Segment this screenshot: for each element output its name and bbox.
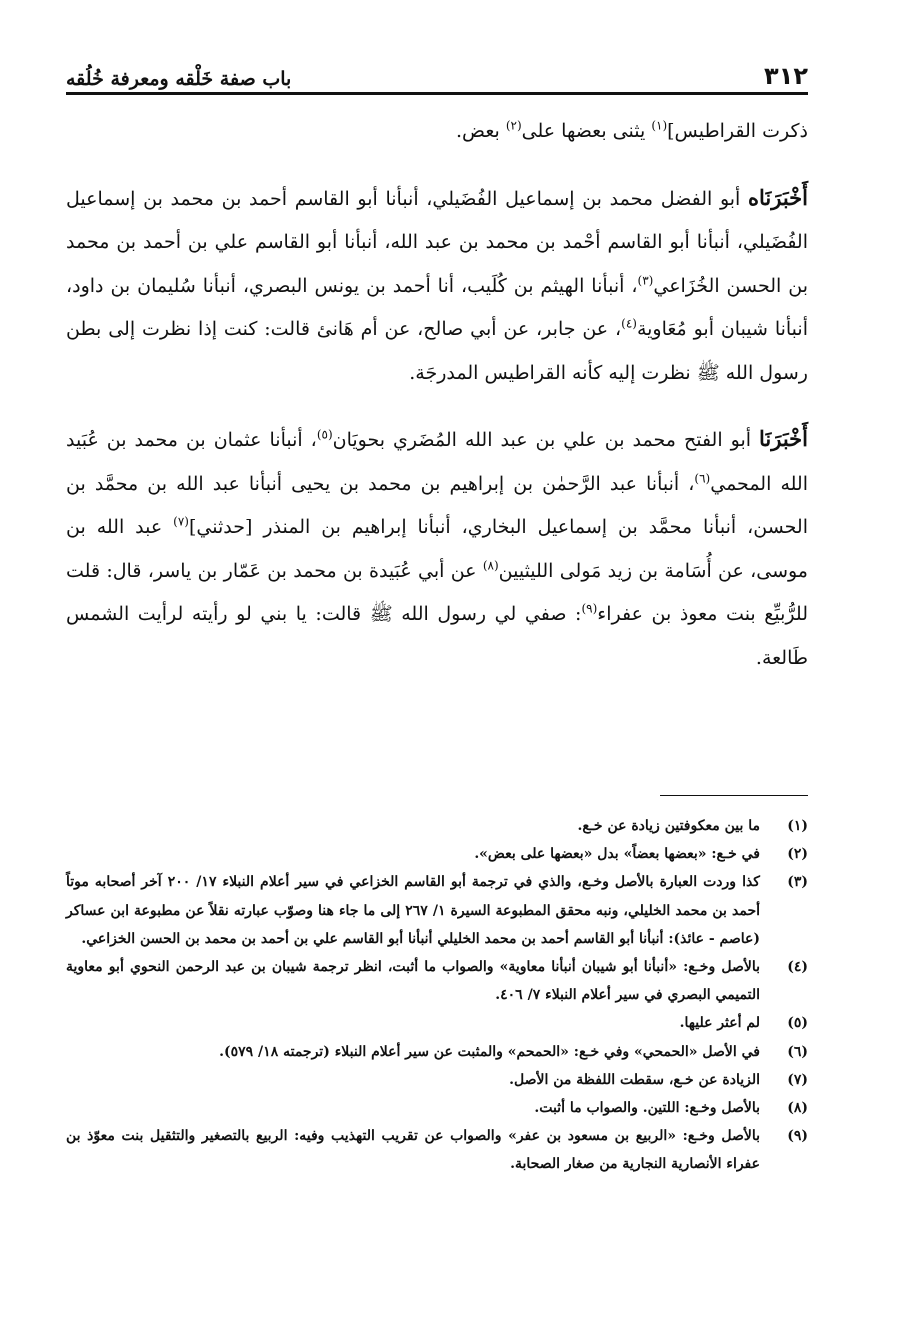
footnote (66, 868, 808, 953)
footnote-text: بالأصل وخـع: «الربيع بن مسعود بن عفر» والصواب عن تقريب التهذيب وفيه: الربيع بالتصغير والتثقيل بنت معوّذ بن عفراء الأنصارية النجارية من صغار الصحابة. (66, 1128, 760, 1173)
footnote-number: (٤) (787, 959, 808, 976)
chain-lead-word: أَخْبَرَنَا (759, 426, 808, 451)
text-run: ، أنبأنا عبد الرَّحمٰن بن إبراهيم بن محمد بن يحيى أنبأنا عبد الله بن محمَّد بن الحسن، أنبأنا محمَّد بن إسماعيل البخاري، أنبأنا إبراهيم بن المنذر [حدثني] (66, 472, 808, 538)
footnote-text: بالأصل وخـع: اللتين. والصواب ما أثبت. (534, 1100, 760, 1117)
footnote-ref: (٧) (173, 514, 189, 529)
text-run: يثنى بعضها على (521, 120, 652, 142)
footnote (66, 1038, 808, 1066)
footnotes (66, 812, 808, 1179)
footnote-text: الزيادة عن خـع، سقطت اللفظة من الأصل. (509, 1071, 760, 1088)
footnote (66, 1094, 808, 1122)
main-text (66, 110, 808, 702)
footnote (66, 1066, 808, 1094)
footnote-ref: (٣) (637, 273, 654, 288)
text-run: : صفي لي رسول الله ﷺ قالت: يا بني لو رأيته لرأيت الشمس طَالعة. (66, 603, 808, 669)
page-header (66, 54, 808, 90)
footnote-ref: (٥) (316, 427, 333, 442)
text-run: ، عن جابر، عن أبي صالح، عن أم هَانئ قالت: كنت إذا نظرت إلى بطن رسول الله ﷺ نظرت إليه كأنه القراطيس المدرجَة. (66, 318, 808, 384)
footnote-number: (٨) (787, 1100, 808, 1117)
footnote-ref: (١) (651, 118, 668, 133)
footnote-text: بالأصل وخـع: «أنبأنا أبو شيبان أنبأنا معاوية» والصواب ما أثبت، انظر ترجمة شيبان بن عبد الرحمن النحوي أبو معاوية التميمي البصري في سير أعلام النبلاء ٧/ ٤٠٦. (66, 959, 760, 1004)
text-run: أبو الفضل محمد بن إسماعيل الفُضَيلي، أنبأنا أبو القاسم أحمد بن محمد بن إسماعيل الفُضَيلي، أنبأنا أبو القاسم أحْمد بن محمد بن عبد الله، أنبأنا أبو القاسم علي بن أحمد بن محمد بن الحسن الخُزَاعي (66, 187, 808, 297)
text-run: ، أنبأنا الهيثم بن كُلَيب، أنا أحمد بن يونس البصري، أنبأنا سُليمان بن داود، أنبأنا شيبان أبو مُعَاوية (66, 274, 808, 340)
footnote-text: ما بين معكوفتين زيادة عن خـع. (577, 818, 760, 834)
text-run: أبو الفتح محمد بن علي بن عبد الله المُضَري بحويَان (332, 429, 760, 451)
header-divider (66, 92, 808, 95)
footnote-ref: (٢) (505, 118, 522, 133)
footnote (66, 812, 808, 840)
footnote-text: في الأصل «الحمحي» وفي خـع: «الحمحم» والمثبت عن سير أعلام النبلاء (ترجمته ١٨/ ٥٧٩). (219, 1043, 760, 1060)
footnote-divider (660, 795, 808, 796)
footnote-text: كذا وردت العبارة بالأصل وخـع، والذي في ترجمة أبو القاسم الخزاعي في سير أعلام النبلاء ١٧/ ٢٠٠ آخر أصحابه موتاً أحمد بن محمد الخليلي، ونبه محقق المطبوعة السيرة ١/ ٢٦٧ إلى ما جاء هنا وصوّب عبارته نقلاً عن مطبوعة ابن عساكر (عاصم - عائذ): أنبأنا أبو القاسم أحمد بن محمد الخليلي أنبأنا أبو القاسم علي بن أحمد بن محمد بن الحسن الخزاعي. (66, 874, 760, 947)
chain-lead-word: أَخْبَرَنَاه (748, 184, 808, 210)
paragraph-3 (66, 417, 808, 680)
footnote-ref: (٤) (621, 316, 637, 331)
footnote-ref: (٩) (581, 601, 598, 616)
running-title: باب صفة خَلْقه ومعرفة خُلُقه (66, 68, 292, 90)
footnote-text: في خـع: «بعضها بعضاً» بدل «بعضها على بعض». (474, 846, 760, 863)
paragraph-1 (66, 110, 808, 154)
footnote-number: (٩) (787, 1128, 808, 1145)
text-run: ذكرت القراطيس] (667, 120, 808, 142)
paragraph-2 (66, 176, 808, 396)
footnote-number: (٧) (787, 1071, 808, 1088)
page-number: ٣١٢ (764, 62, 808, 90)
footnote-number: (٦) (787, 1043, 808, 1060)
footnote-number: (٥) (787, 1015, 808, 1032)
footnote-ref: (٨) (482, 558, 499, 573)
text-run: عبد الله بن موسى، عن أُسَامة بن زيد مَولى الليثيين (66, 516, 808, 582)
text-run: عن أبي عُبَيدة بن محمد بن عَمّار بن ياسر، قال: قلت للرُّبيِّع بنت معوذ بن عفراء (66, 559, 808, 625)
footnote (66, 1122, 808, 1178)
footnote (66, 840, 808, 868)
footnote-text: لم أعثر عليها. (679, 1015, 760, 1032)
footnote-number: (١) (787, 818, 808, 834)
footnote-number: (٢) (787, 846, 808, 863)
footnote-number: (٣) (787, 874, 808, 891)
footnote (66, 953, 808, 1009)
footnote-ref: (٦) (694, 471, 711, 486)
footnote (66, 1009, 808, 1037)
text-run: ، أنبأنا عثمان بن محمد بن عُبَيد الله المحمي (66, 429, 808, 495)
text-run: بعض. (456, 120, 506, 142)
